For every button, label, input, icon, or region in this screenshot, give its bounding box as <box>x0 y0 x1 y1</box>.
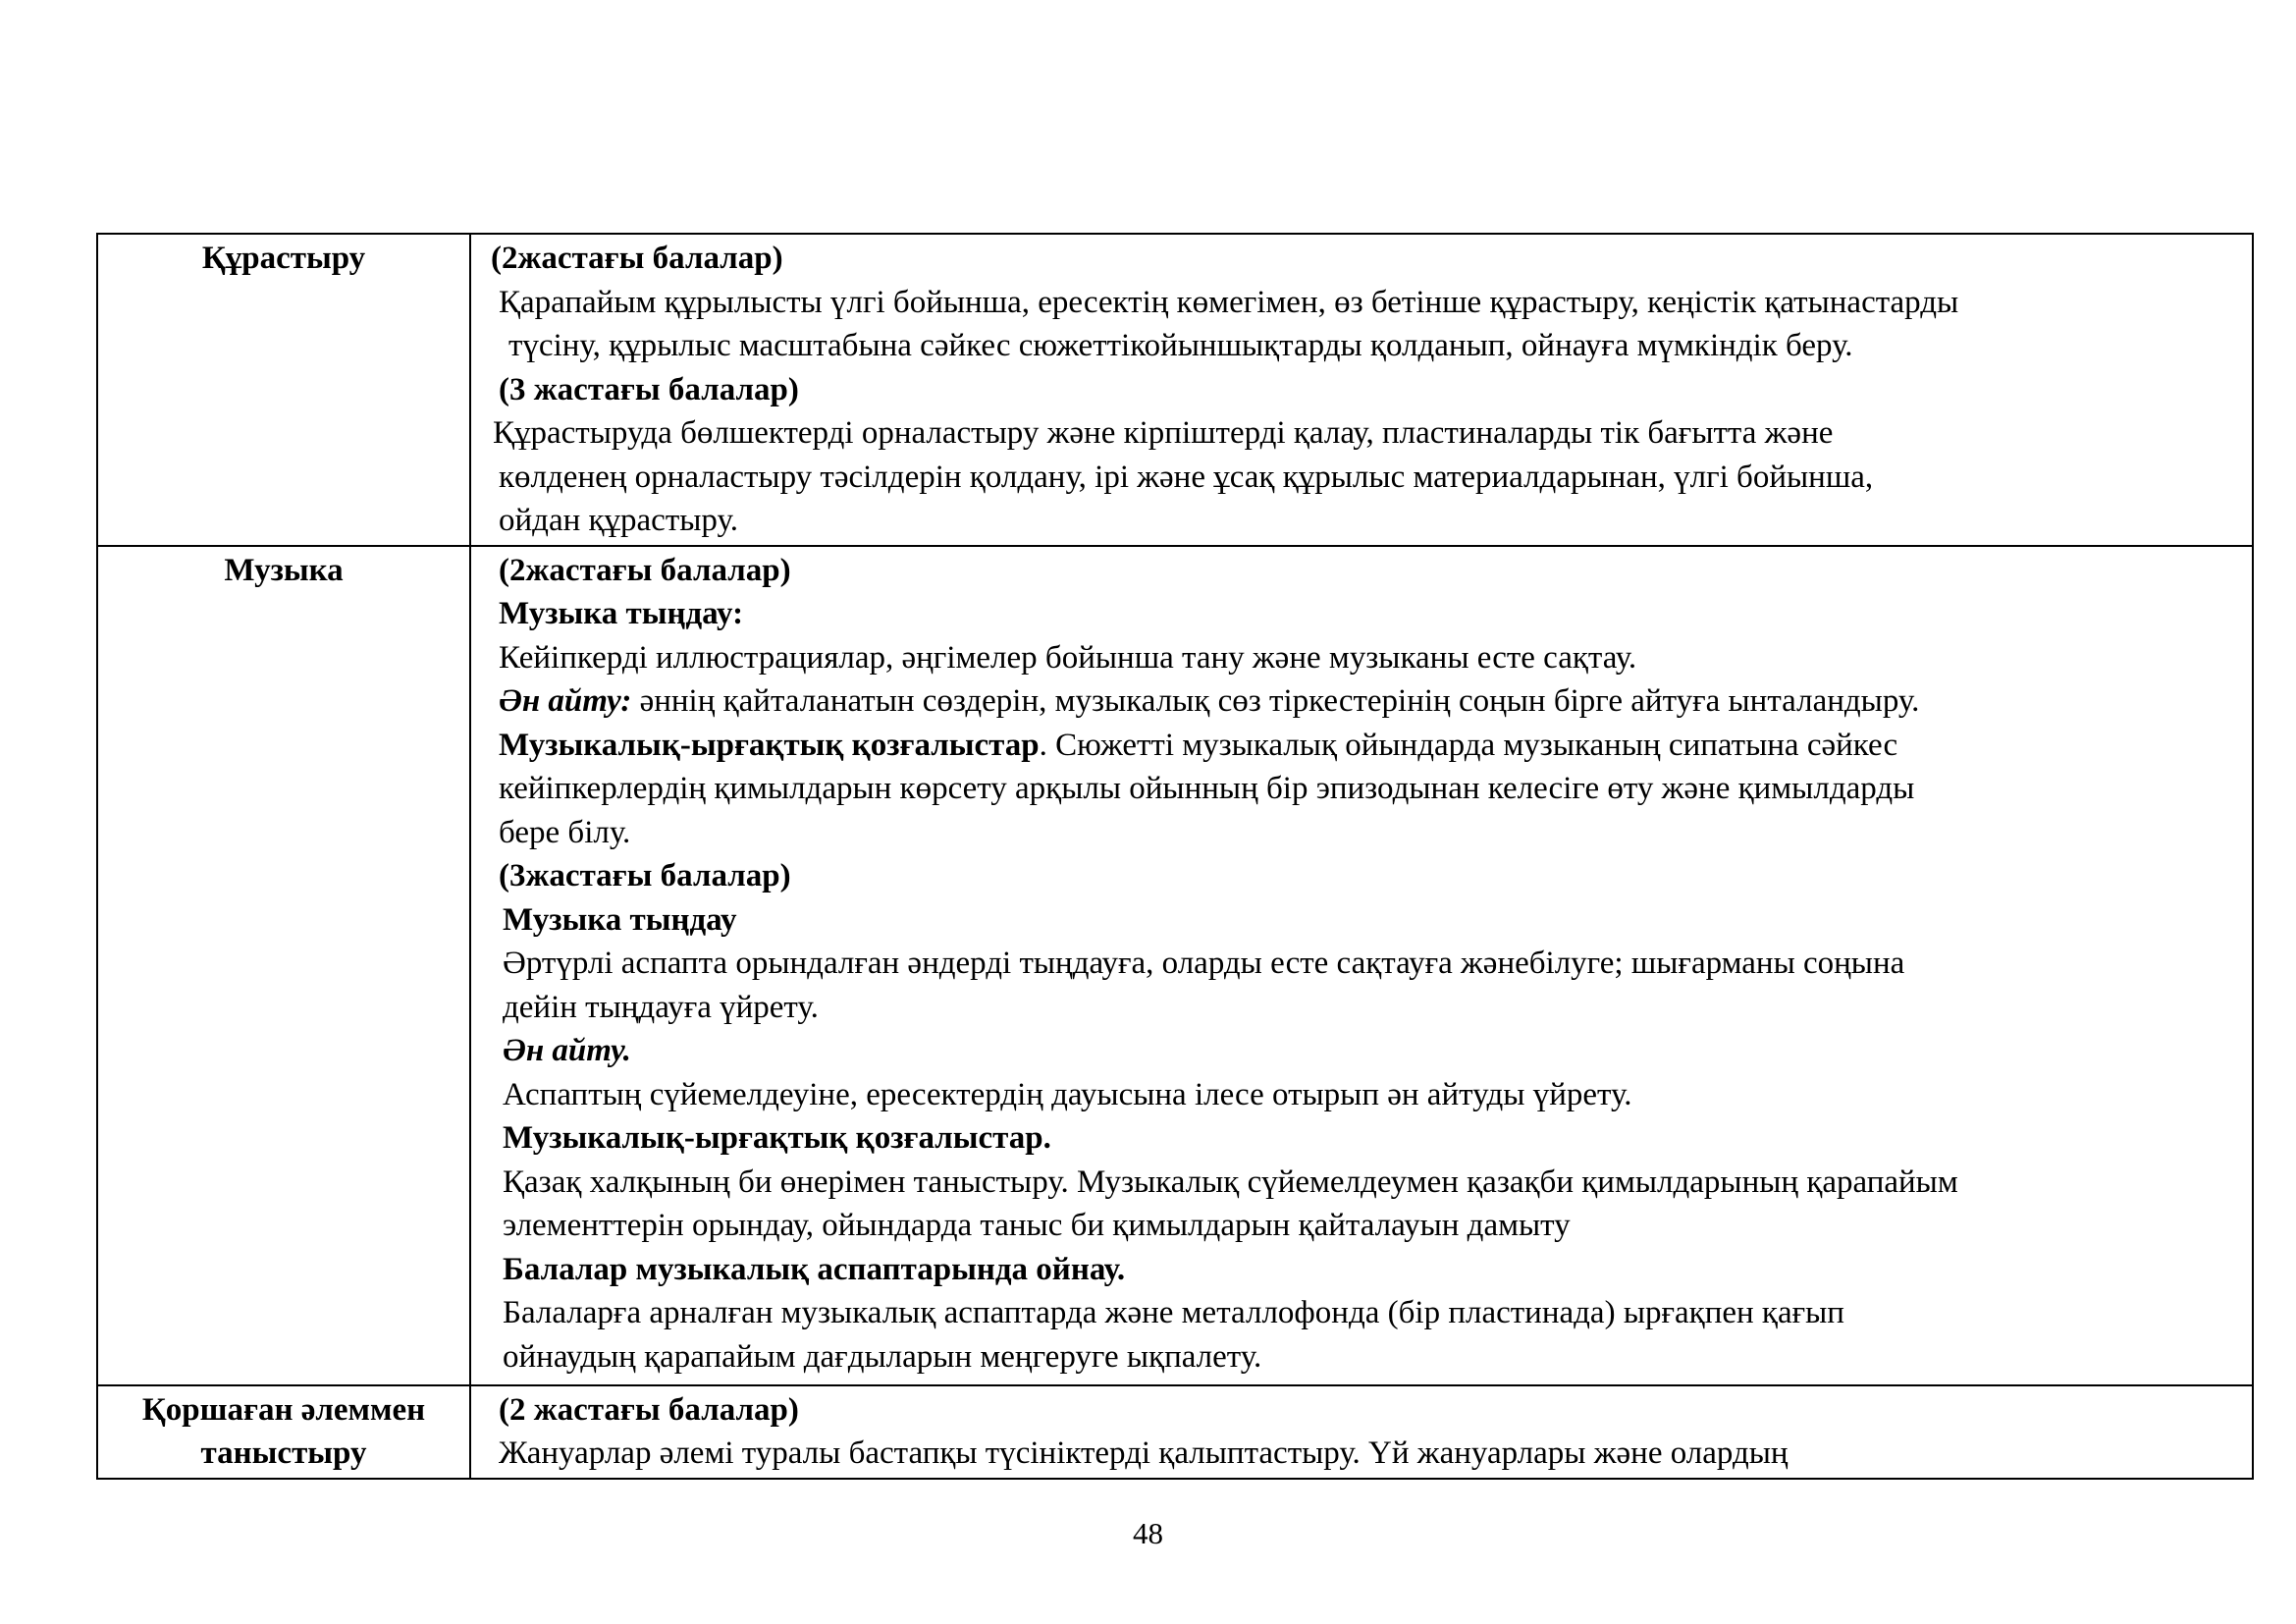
age-heading-2y: (2жастағы балалар) <box>491 241 783 276</box>
section-title: Ән айту: <box>499 683 632 719</box>
section-title: Музыка тыңдау: <box>499 596 744 631</box>
subject-building: Құрастыру <box>201 241 366 276</box>
paragraph-line: Жануарлар әлемі туралы бастапқы түсініктерді қалыптастыру. Үй жануарлары және олардың <box>499 1435 1789 1471</box>
content-cell-environment <box>470 1385 2253 1479</box>
paragraph-line: кейіпкерлердің қимылдарын көрсету арқылы ойынның бір эпизодынан келесіге өту және қимылдарды <box>499 771 1915 806</box>
paragraph-line: Құрастыруда бөлшектерді орналастыру және кірпіштерді қалау, пластиналарды тік бағытта және <box>493 415 1834 451</box>
paragraph-line: түсіну, құрылыс масштабына сәйкес сюжеттікойыншықтарды қолданып, ойнауға мүмкіндік беру. <box>508 328 1853 363</box>
paragraph-line: ойнаудың қарапайым дағдыларын меңгеруге ықпалету. <box>503 1338 1262 1375</box>
paragraph-line <box>483 679 2242 724</box>
section-title: Балалар музыкалық аспаптарында ойнау. <box>503 1251 1126 1287</box>
paragraph-line: Әртүрлі аспапта орындалған әндерді тыңдауға, оларды есте сақтауға жәнебілуге; шығарманы соңына <box>503 946 1905 981</box>
paragraph-line: көлденең орналастыру тәсілдерін қолдану, ірі және ұсақ құрылыс материалдарынан, үлгі бойынша, <box>499 459 1874 495</box>
subject-cell-environment <box>97 1385 470 1479</box>
section-title: Музыкалық-ырғақтық қозғалыстар <box>499 727 1040 763</box>
paragraph-text: . Сюжетті музыкалық ойындарда музыканың сипатына сәйкес <box>1039 727 1898 763</box>
paragraph-line: бере білу. <box>499 814 631 850</box>
age-heading-3y: (3жастағы балалар) <box>499 858 791 893</box>
subject-cell-music <box>97 546 470 1385</box>
paragraph-line: Балаларға арналған музыкалық аспаптарда және металлофонда (бір пластинада) ырғақпен қағып <box>503 1295 1844 1330</box>
paragraph-line: дейін тыңдауға үйрету. <box>503 989 819 1025</box>
subject-environment: таныстыру <box>200 1435 367 1471</box>
paragraph-line: ойдан құрастыру. <box>499 503 738 538</box>
content-cell-music <box>470 546 2253 1385</box>
page-number: 48 <box>1133 1516 1163 1550</box>
subject-music: Музыка <box>224 552 344 588</box>
paragraph-line: Қарапайым құрылысты үлгі бойынша, ересектің көмегімен, өз бетінше құрастыру, кеңістік қатынастарды <box>499 284 1959 320</box>
table-row-environment <box>97 1385 2253 1479</box>
table-row-music <box>97 546 2253 1385</box>
section-title: Ән айту. <box>503 1033 631 1068</box>
paragraph-line: элементтерін орындау, ойындарда таныс би қимылдарын қайталауын дамыту <box>503 1208 1571 1243</box>
section-title: Музыкалық-ырғақтық қозғалыстар. <box>503 1120 1051 1156</box>
subject-cell-building <box>97 234 470 546</box>
paragraph-line: Аспаптың сүйемелдеуіне, ересектердің дауысына ілесе отырып ән айтуды үйрету. <box>503 1076 1632 1112</box>
age-heading-2y: (2 жастағы балалар) <box>499 1391 799 1428</box>
curriculum-table <box>96 233 2254 1480</box>
paragraph-text: әннің қайталанатын сөздерін, музыкалық сөз тіркестерінің соңын бірге айтуға ынталандыру. <box>631 683 1920 719</box>
paragraph-line: Қазақ халқының би өнерімен таныстыру. Музыкалық сүйемелдеумен қазақби қимылдарының қарапайым <box>503 1164 1958 1200</box>
subject-environment: Қоршаған әлеммен <box>141 1391 426 1428</box>
age-heading-3y: (3 жастағы балалар) <box>499 371 799 407</box>
paragraph-line <box>483 724 2242 768</box>
paragraph-line: Кейіпкерді иллюстрациялар, әңгімелер бойынша тану және музыканы есте сақтау. <box>499 639 1637 676</box>
table-row-building <box>97 234 2253 546</box>
age-heading-2y: (2жастағы балалар) <box>499 552 791 588</box>
content-cell-building <box>470 234 2253 546</box>
section-title: Музыка тыңдау <box>503 901 737 938</box>
